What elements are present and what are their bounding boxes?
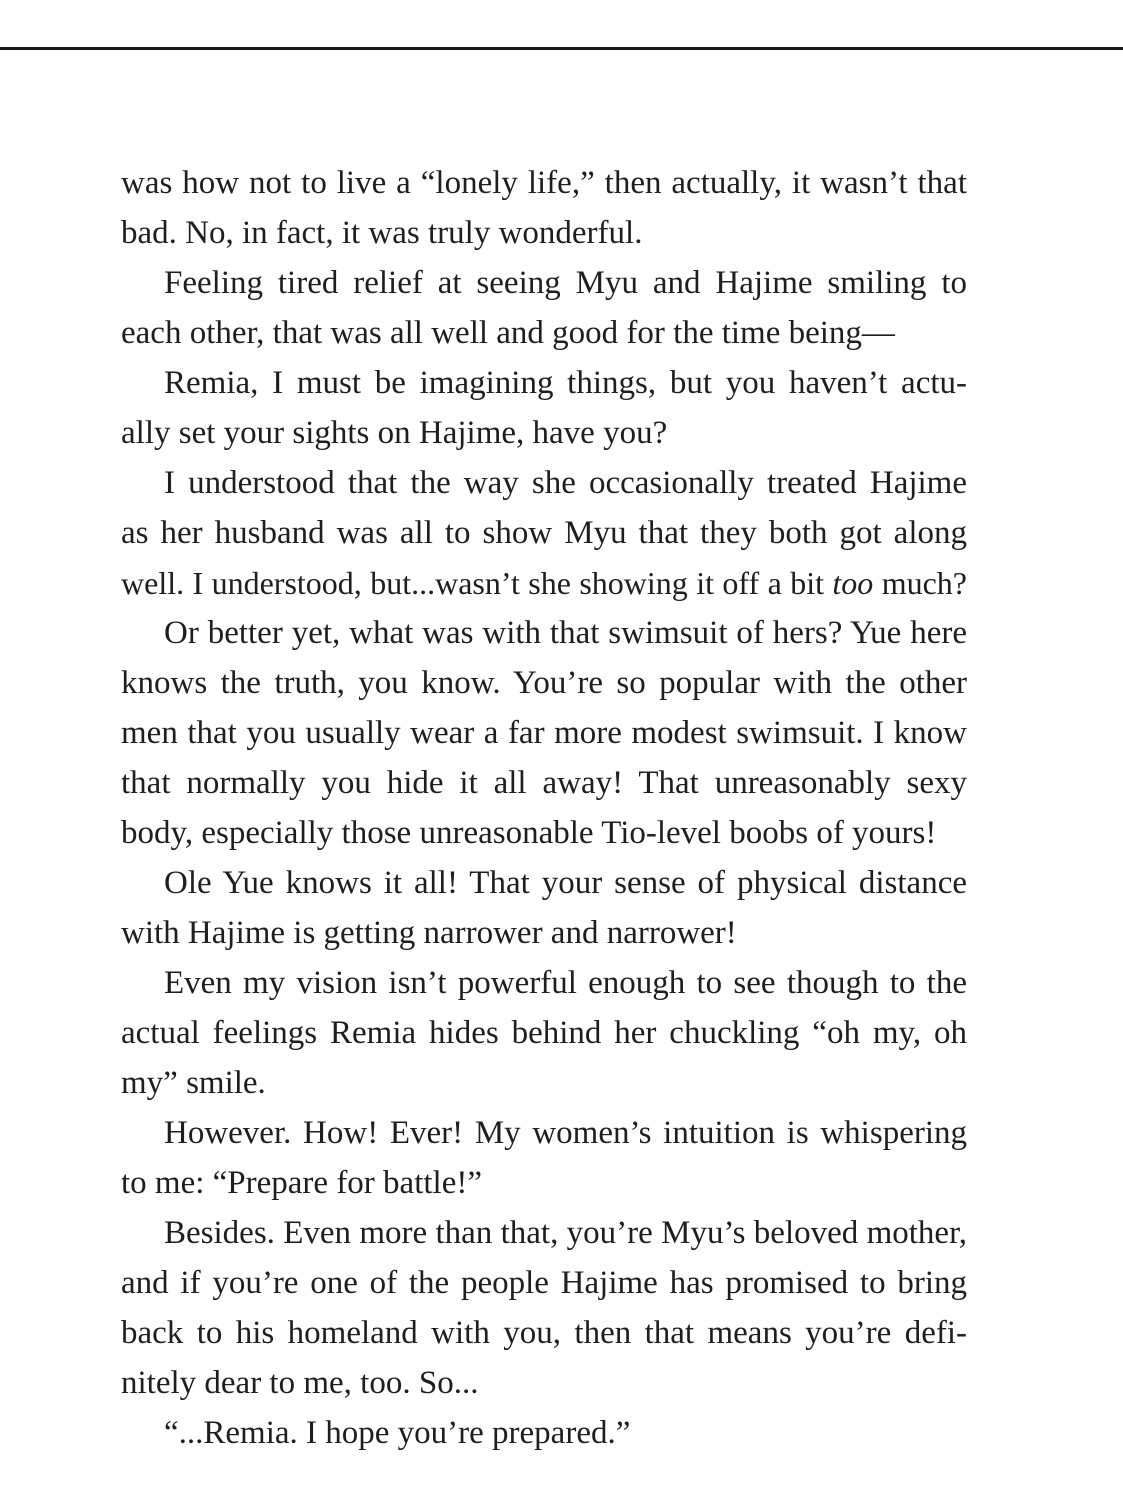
- text-line-content: bad. No, in fact, it was truly wonderful.: [121, 215, 643, 251]
- text-line: [121, 1158, 967, 1208]
- text-line-content: Ole Yue knows it all! That your sense of physical distance: [164, 865, 967, 901]
- text-line-content: knows the truth, you know. You’re so popular with the other: [121, 665, 967, 701]
- text-line-content: my” smile.: [121, 1065, 266, 1101]
- text-line-content: was how not to live a “lonely life,” then actually, it wasn’t that: [121, 165, 967, 201]
- text-line-tail: much?: [873, 565, 968, 601]
- text-line: [121, 358, 967, 408]
- text-line-content: However. How! Ever! My women’s intuition is whispering: [164, 1115, 967, 1151]
- text-line-content: as her husband was all to show Myu that they both got along: [121, 515, 967, 551]
- text-line: [121, 558, 967, 608]
- text-line: [121, 208, 967, 258]
- header-rule: [0, 47, 1123, 50]
- text-line: [121, 708, 967, 758]
- text-line: [121, 1058, 967, 1108]
- emphasis-text: too: [832, 565, 874, 601]
- text-line: [121, 1008, 967, 1058]
- text-line: [121, 658, 967, 708]
- text-line: [121, 1208, 967, 1258]
- text-line-content: Besides. Even more than that, you’re Myu’s beloved mother,: [164, 1215, 967, 1251]
- text-line-content: with Hajime is getting narrower and narrower!: [121, 915, 737, 951]
- text-line-content: that normally you hide it all away! That unreasonably sexy: [121, 765, 967, 801]
- text-line-content: ally set your sights on Hajime, have you?: [121, 415, 668, 451]
- text-line: [121, 1358, 967, 1408]
- text-line: [121, 508, 967, 558]
- text-line-content: well. I understood, but...wasn’t she showing it off a bit: [121, 565, 833, 601]
- text-line: [121, 1108, 967, 1158]
- text-line-content: back to his homeland with you, then that means you’re defi-: [121, 1315, 967, 1351]
- text-line: [121, 958, 967, 1008]
- text-line-content: actual feelings Remia hides behind her chuckling “oh my, oh: [121, 1015, 967, 1051]
- text-line-content: Or better yet, what was with that swimsuit of hers? Yue here: [164, 615, 967, 651]
- text-line-content: “...Remia. I hope you’re prepared.”: [164, 1415, 631, 1451]
- body-text: [121, 158, 967, 1458]
- text-line: [121, 858, 967, 908]
- text-line-content: and if you’re one of the people Hajime has promised to bring: [121, 1265, 967, 1301]
- text-line-content: to me: “Prepare for battle!”: [121, 1165, 482, 1201]
- text-line: [121, 1308, 967, 1358]
- text-line: [121, 258, 967, 308]
- text-line: [121, 408, 967, 458]
- text-line: [121, 458, 967, 508]
- text-line: [121, 608, 967, 658]
- text-line-content: men that you usually wear a far more modest swimsuit. I know: [121, 715, 967, 751]
- text-line: [121, 1258, 967, 1308]
- text-line-content: Remia, I must be imagining things, but you haven’t actu-: [164, 365, 967, 401]
- text-line: [121, 158, 967, 208]
- text-line-content: each other, that was all well and good for the time being—: [121, 315, 895, 351]
- text-line-content: I understood that the way she occasionally treated Hajime: [164, 465, 967, 501]
- text-line: [121, 808, 967, 858]
- text-line-content: body, especially those unreasonable Tio-level boobs of yours!: [121, 815, 937, 851]
- text-line-content: nitely dear to me, too. So...: [121, 1365, 479, 1401]
- text-line: [121, 908, 967, 958]
- text-line-content: Feeling tired relief at seeing Myu and Hajime smiling to: [164, 265, 967, 301]
- text-line: [121, 758, 967, 808]
- text-line: [121, 308, 967, 358]
- text-line: [121, 1408, 967, 1458]
- text-line-content: Even my vision isn’t powerful enough to see though to the: [164, 965, 967, 1001]
